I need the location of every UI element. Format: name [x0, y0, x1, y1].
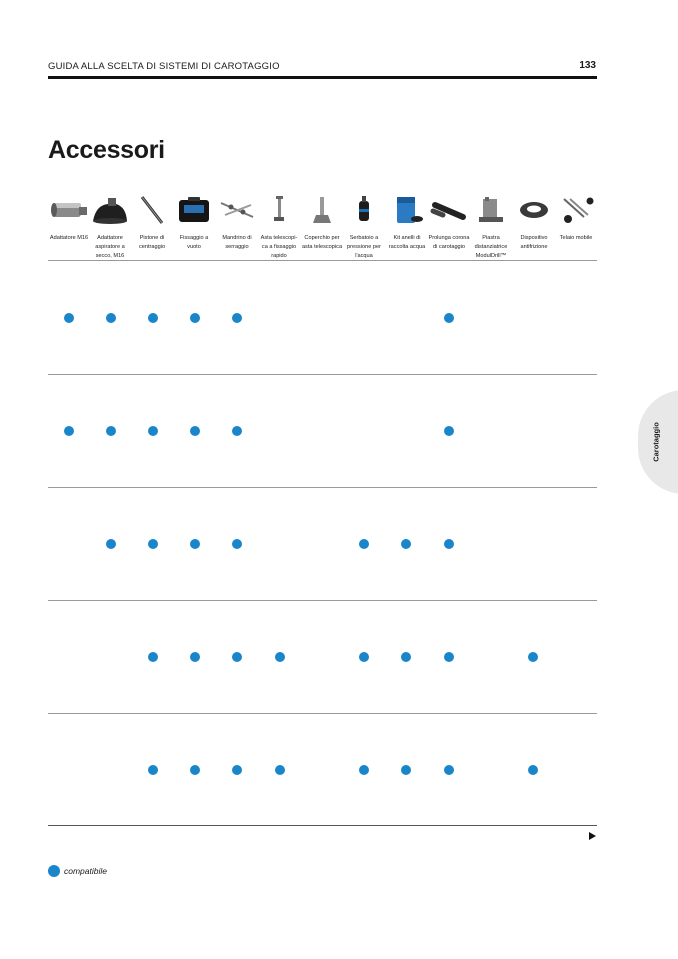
compatible-dot: [190, 313, 200, 323]
column-header: [173, 190, 215, 252]
compatible-dot: [444, 426, 454, 436]
side-tab-label: Carotaggio: [651, 422, 661, 462]
compatible-dot: [232, 426, 242, 436]
compatible-dot: [232, 652, 242, 662]
row-divider: [48, 825, 597, 826]
compatible-dot: [190, 426, 200, 436]
header-rule: [48, 76, 597, 79]
column-header: [216, 190, 258, 252]
row-divider: [48, 374, 597, 375]
legend-compatible-label: compatibile: [64, 866, 107, 876]
row-divider: [48, 713, 597, 714]
column-label: Adattatore aspiratore a secco, M16: [95, 235, 125, 259]
compatible-dot: [401, 765, 411, 775]
compatible-dot: [275, 652, 285, 662]
accessory-columns-header: [48, 190, 597, 260]
column-header: [513, 190, 555, 252]
page-number: 133: [579, 60, 596, 71]
vacuum-adapter-icon: [89, 190, 131, 230]
mobile-frame-icon: [555, 190, 597, 230]
compatible-dot: [444, 765, 454, 775]
compatible-dot: [190, 539, 200, 549]
legend-compatible-dot: [48, 865, 60, 877]
compatible-dot: [359, 539, 369, 549]
compatible-dot: [106, 426, 116, 436]
telescopic-rod-icon: [258, 190, 300, 230]
column-label: Asta telescopi-ca a fissaggio rapido: [260, 235, 298, 259]
column-label: Kit anelli di raccolta acqua: [388, 235, 426, 250]
compatible-dot: [444, 539, 454, 549]
compatible-dot: [148, 652, 158, 662]
column-header: [131, 190, 173, 252]
compatible-dot: [232, 539, 242, 549]
compatible-dot: [64, 426, 74, 436]
rod-cover-icon: [301, 190, 343, 230]
next-page-arrow-icon: [589, 832, 596, 840]
running-header-title: GUIDA ALLA SCELTA DI SISTEMI DI CAROTAGGIO: [48, 61, 280, 72]
water-ring-kit-icon: [386, 190, 428, 230]
compatible-dot: [528, 765, 538, 775]
vacuum-case-icon: [173, 190, 215, 230]
centering-piston-icon: [131, 190, 173, 230]
column-label: Serbatoio a pressione per l'acqua: [347, 235, 381, 259]
compatible-dot: [106, 313, 116, 323]
column-label: Mandrino di serraggio: [222, 235, 252, 250]
section-title: Accessori: [48, 136, 165, 164]
column-label: Adattatore M16: [49, 235, 89, 241]
compatible-dot: [275, 765, 285, 775]
column-header: [48, 190, 90, 243]
compatible-dot: [232, 765, 242, 775]
column-label: Fissaggio a vuoto: [179, 235, 209, 250]
column-label: Telaio mobile: [559, 235, 593, 241]
core-bit-extension-icon: [428, 190, 470, 230]
column-header: [258, 190, 300, 260]
row-divider: [48, 600, 597, 601]
compatible-dot: [444, 652, 454, 662]
compatible-dot: [359, 652, 369, 662]
column-label: Coperchio per asta telescopica: [301, 235, 343, 250]
compatible-dot: [148, 313, 158, 323]
row-divider: [48, 487, 597, 488]
column-label: Dispositivo antifrizione: [520, 235, 548, 250]
anti-friction-ring-icon: [513, 190, 555, 230]
column-label: Pistone di centraggio: [138, 235, 166, 250]
compatible-dot: [64, 313, 74, 323]
spacer-plate-icon: [470, 190, 512, 230]
compatible-dot: [232, 313, 242, 323]
column-label: Prolunga corona di carotaggio: [428, 235, 470, 250]
clamping-spindle-icon: [216, 190, 258, 230]
column-header: [470, 190, 512, 260]
column-header: [428, 190, 470, 252]
column-header: [301, 190, 343, 252]
column-header: [386, 190, 428, 252]
compatible-dot: [148, 539, 158, 549]
column-header: [555, 190, 597, 243]
compatible-dot: [359, 765, 369, 775]
compatible-dot: [401, 539, 411, 549]
column-header: [89, 190, 131, 260]
compatible-dot: [528, 652, 538, 662]
compatible-dot: [106, 539, 116, 549]
column-label: Piastra distanziatrice ModulDrill™: [474, 235, 508, 259]
compatible-dot: [401, 652, 411, 662]
adapter-icon: [48, 190, 90, 230]
column-header: [343, 190, 385, 260]
compatible-dot: [148, 426, 158, 436]
compatible-dot: [444, 313, 454, 323]
table-header-rule: [48, 260, 597, 261]
water-tank-icon: [343, 190, 385, 230]
compatible-dot: [148, 765, 158, 775]
compatible-dot: [190, 765, 200, 775]
compatible-dot: [190, 652, 200, 662]
